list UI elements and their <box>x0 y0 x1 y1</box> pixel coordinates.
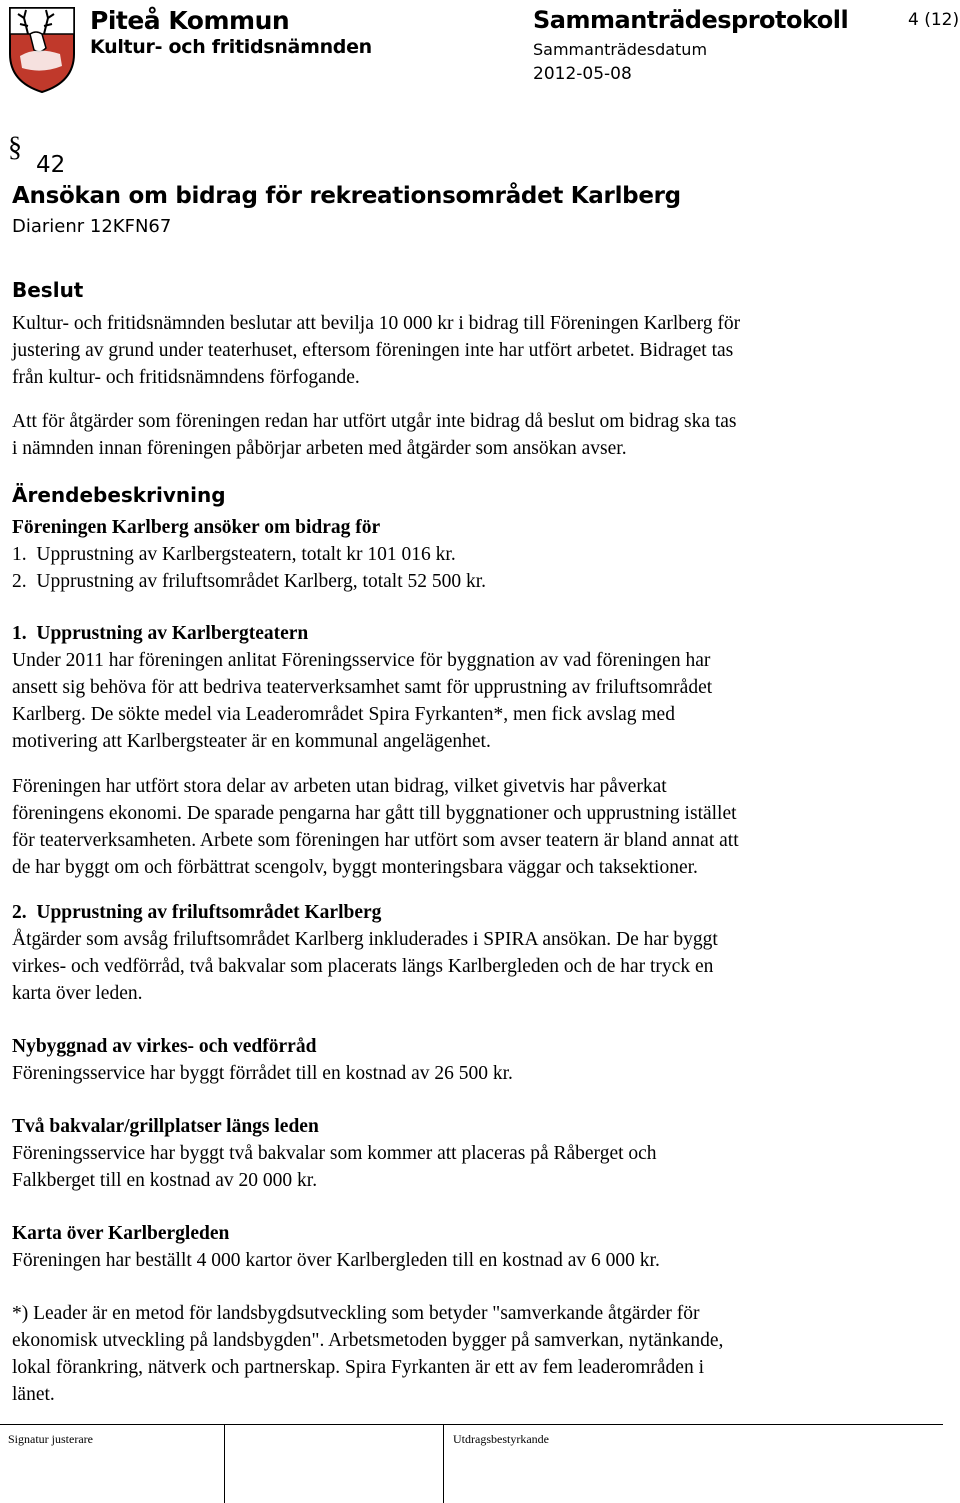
bakvalar-block <box>12 1113 912 1194</box>
part1-paragraph-2 <box>12 773 912 881</box>
page-number: 4 (12) <box>908 10 960 30</box>
paragraph-symbol: § <box>8 132 22 163</box>
diary-number: Diarienr 12KFN67 <box>12 216 172 237</box>
paragraph-number: 42 <box>36 152 66 178</box>
karta-heading: Karta över Karlbergleden <box>12 1223 230 1244</box>
text-line: motivering att Karlbergsteater är en kommunal angelägenhet. <box>12 731 491 752</box>
beslut-paragraph-2 <box>12 408 912 462</box>
text-line: Falkberget till en kostnad av 20 000 kr. <box>12 1170 318 1191</box>
text-line: *) Leader är en metod för landsbygdsutveckling som betyder "samverkande åtgärder för <box>12 1303 700 1324</box>
reindeer-crest-icon <box>6 4 78 94</box>
text-line: länet. <box>12 1384 55 1405</box>
part2-block <box>12 899 912 1007</box>
text-line: Att för åtgärder som föreningen redan har utfört utgår inte bidrag då beslut om bidrag ska tas <box>12 411 737 432</box>
nybygg-heading: Nybyggnad av virkes- och vedförråd <box>12 1036 317 1057</box>
list-item: 1. Upprustning av Karlbergsteatern, totalt kr 101 016 kr. <box>12 544 456 565</box>
text-line: justering av grund under teaterhuset, eftersom föreningen inte har utfört arbetet. Bidraget tas <box>12 340 734 361</box>
text-line: Åtgärder som avsåg friluftsområdet Karlberg inkluderades i SPIRA ansökan. De har byggt <box>12 929 718 950</box>
text-line: Föreningen har beställt 4 000 kartor över Karlbergleden till en kostnad av 6 000 kr. <box>12 1250 660 1271</box>
footer-column-divider <box>443 1424 444 1503</box>
text-line: Föreningen har utfört stora delar av arbeten utan bidrag, vilket givetvis har påverkat <box>12 776 667 797</box>
karta-block <box>12 1220 912 1274</box>
part2-heading: 2. Upprustning av friluftsområdet Karlberg <box>12 902 382 923</box>
part1-heading: 1. Upprustning av Karlbergteatern <box>12 623 309 644</box>
text-line: Föreningsservice har byggt förrådet till en kostnad av 26 500 kr. <box>12 1063 513 1084</box>
beslut-heading: Beslut <box>12 278 84 302</box>
date-value: 2012-05-08 <box>533 64 632 84</box>
arende-intro-block <box>12 514 912 595</box>
beslut-paragraph-1 <box>12 310 912 391</box>
text-line: för teaterverksamheten. Arbete som föreningen har utfört som avser teatern är bland annat att <box>12 830 739 851</box>
committee-name: Kultur- och fritidsnämnden <box>90 36 372 58</box>
org-name: Piteå Kommun <box>90 6 290 35</box>
text-line: Kultur- och fritidsnämnden beslutar att bevilja 10 000 kr i bidrag till Föreningen Karlberg för <box>12 313 741 334</box>
nybygg-block <box>12 1033 912 1087</box>
footer-divider <box>0 1424 943 1425</box>
signature-label: Signatur justerare <box>8 1432 93 1446</box>
document-type: Sammanträdesprotokoll <box>533 6 849 34</box>
text-line: Under 2011 har föreningen anlitat Föreningsservice för byggnation av vad föreningen har <box>12 650 711 671</box>
text-line: från kultur- och fritidsnämndens förfogande. <box>12 367 360 388</box>
part1-block <box>12 620 912 755</box>
text-line: ansett sig behöva för att bedriva teaterverksamhet samt för upprustning av friluftsområdet <box>12 677 713 698</box>
text-line: de har byggt om och förbättrat scengolv, byggt monteringsbara väggar och taksektioner. <box>12 857 698 878</box>
arende-heading: Ärendebeskrivning <box>12 483 226 507</box>
text-line: Karlberg. De sökte medel via Leaderområdet Spira Fyrkanten*, men fick avslag med <box>12 704 675 725</box>
text-line: i nämnden innan föreningen påbörjar arbeten med åtgärder som ansökan avser. <box>12 438 627 459</box>
bakvalar-heading: Två bakvalar/grillplatser längs leden <box>12 1116 319 1137</box>
text-line: föreningens ekonomi. De sparade pengarna har gått till byggnationer och upprustning istället <box>12 803 737 824</box>
text-line: ekonomisk utveckling på landsbygden". Arbetsmetoden bygger på samverkan, nytänkande, <box>12 1330 724 1351</box>
page-title: Ansökan om bidrag för rekreationsområdet Karlberg <box>12 183 681 209</box>
text-line: virkes- och vedförråd, två bakvalar som placerats längs Karlbergleden och de har tryck en <box>12 956 714 977</box>
date-label: Sammanträdesdatum <box>533 40 708 59</box>
footer-column-divider <box>224 1424 225 1503</box>
footnote-block <box>12 1300 912 1408</box>
list-item: 2. Upprustning av friluftsområdet Karlberg, totalt 52 500 kr. <box>12 571 487 592</box>
text-line: karta över leden. <box>12 983 143 1004</box>
extract-label: Utdragsbestyrkande <box>453 1432 549 1446</box>
arende-intro: Föreningen Karlberg ansöker om bidrag för <box>12 517 381 538</box>
text-line: lokal förankring, nätverk och partnerskap. Spira Fyrkanten är ett av fem leaderområden i <box>12 1357 704 1378</box>
text-line: Föreningsservice har byggt två bakvalar som kommer att placeras på Råberget och <box>12 1143 657 1164</box>
